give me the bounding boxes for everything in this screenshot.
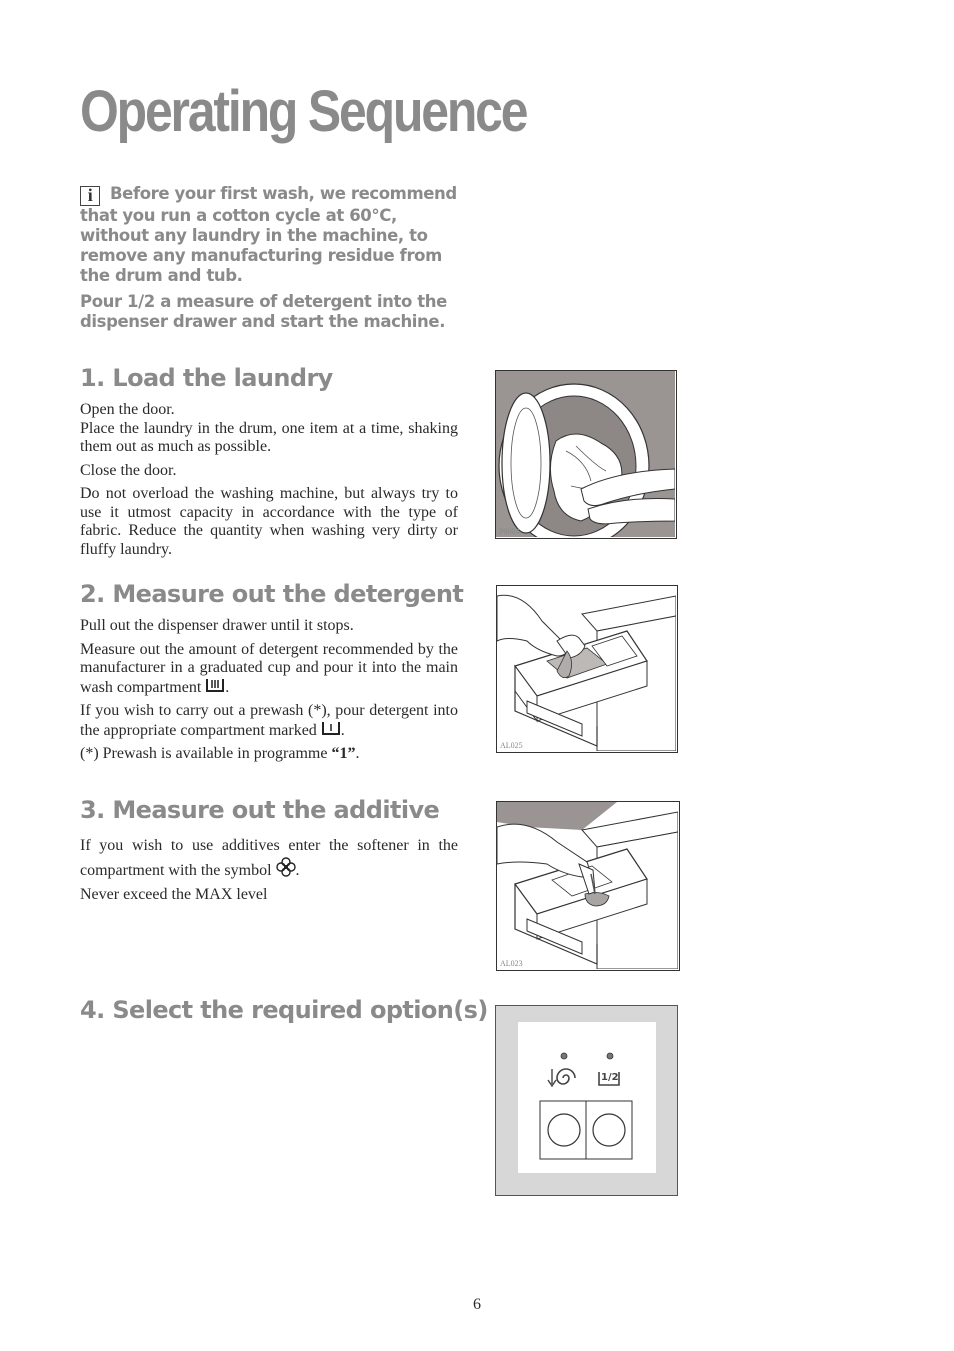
- figure-code-al023: AL023: [500, 959, 523, 968]
- prewash-symbol-icon: [321, 721, 341, 737]
- section-2-line-2-text: Measure out the amount of detergent recommended by the manufacturer in a graduated cup and pour it into the main wash compartment: [80, 640, 458, 696]
- programme-number: “1”: [331, 745, 356, 762]
- info-icon: i: [80, 186, 100, 206]
- section-1-line-1: Open the door.: [80, 401, 175, 418]
- section-1-body: [80, 401, 458, 564]
- softener-flower-icon: [276, 857, 296, 877]
- half-load-label: 1/2: [601, 1072, 619, 1083]
- section-2-line-2: Measure out the amount of detergent recommended by the manufacturer in a graduated cup and pour it into the main wash compartment .: [80, 640, 458, 696]
- section-3-heading: 3. Measure out the additive: [80, 796, 440, 824]
- section-2-line-3: If you wish to carry out a prewash (*), pour detergent into the appropriate compartment marked .: [80, 702, 458, 739]
- load-laundry-illustration: [496, 371, 675, 537]
- note-paragraph-2: Pour 1/2 a measure of detergent into the dispenser drawer and start the machine.: [80, 292, 447, 331]
- section-3-line-1-text: If you wish to use additives enter the softener in the compartment with the symbol: [80, 837, 458, 879]
- section-4-heading: 4. Select the required option(s): [80, 996, 488, 1024]
- main-wash-symbol-icon: [205, 678, 225, 694]
- section-1-line-4: Do not overload the washing machine, but always try to use it utmost capacity in accordance with the type of fabric. Reduce the quantity when washing very dirty or fluffy laundry.: [80, 485, 458, 558]
- section-3-body: [80, 835, 458, 911]
- option-panel-graphics: [518, 1022, 656, 1173]
- section-1-line-3: Close the door.: [80, 461, 177, 479]
- section-1-line-2: Place the laundry in the drum, one item at a time, shaking them out as much as possible.: [80, 419, 458, 455]
- section-2-line-3-text: If you wish to carry out a prewash (*), pour detergent into the appropriate compartment marked: [80, 702, 458, 739]
- section-2-line-4: (*) Prewash is available in programme “1”.: [80, 745, 360, 762]
- note-paragraph-1: [80, 184, 460, 286]
- additive-drawer-illustration: [497, 802, 678, 969]
- first-wash-note: [80, 184, 460, 338]
- page-title: Operating Sequence: [80, 79, 527, 144]
- detergent-figure: [496, 585, 678, 753]
- figure-code-al025: AL025: [500, 741, 523, 750]
- section-1-heading: 1. Load the laundry: [80, 364, 333, 392]
- note-text-1: Before your first wash, we recommend that you run a cotton cycle at 60°C, without any laundry in the machine, to remove any manufacturing residue from the drum and tub.: [80, 184, 457, 285]
- additive-figure: [496, 801, 680, 971]
- section-2-line-1: Pull out the dispenser drawer until it stops.: [80, 617, 354, 634]
- section-3-line-2: Never exceed the MAX level: [80, 886, 268, 903]
- section-2-heading: 2. Measure out the detergent: [80, 580, 464, 608]
- load-laundry-figure: [495, 370, 677, 539]
- option-panel-figure: [495, 1005, 678, 1196]
- figure-code-p0004: P0004: [499, 527, 520, 536]
- page-number: 6: [473, 1296, 481, 1313]
- section-2-body: [80, 617, 458, 769]
- section-3-line-1: If you wish to use additives enter the softener in the compartment with the symbol .: [80, 837, 458, 879]
- detergent-drawer-illustration: [497, 586, 676, 751]
- section-2-line-4-text: (*) Prewash is available in programme: [80, 745, 328, 762]
